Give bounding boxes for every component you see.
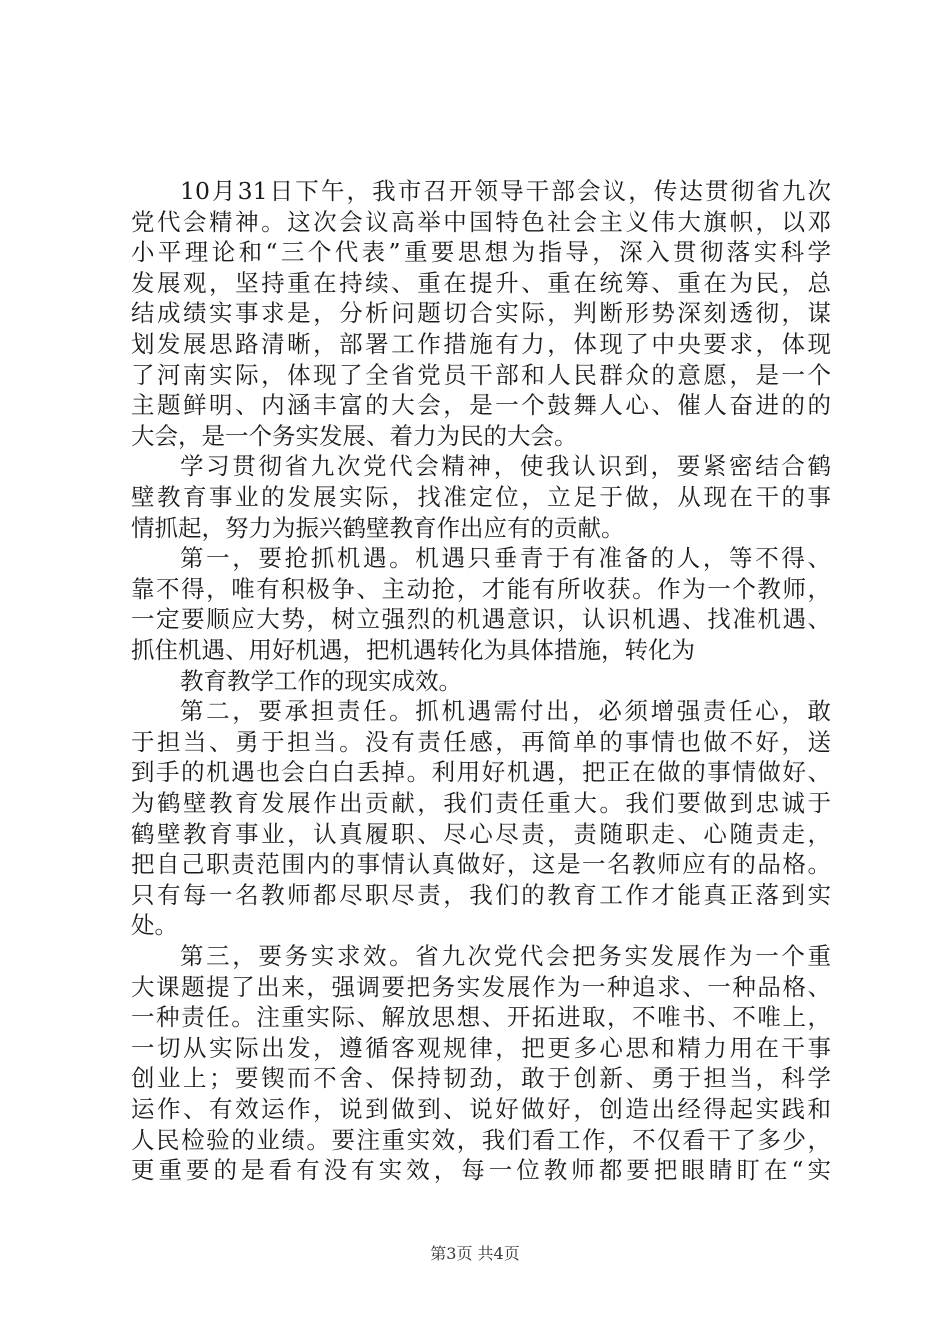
paragraph-line: 第一，要抢抓机遇。机遇只垂青于有准备的人，等不得、 bbox=[180, 544, 831, 573]
paragraph-line: 处。 bbox=[131, 911, 178, 940]
paragraph-line: 为鹤壁教育发展作出贡献，我们责任重大。我们要做到忠诚于 bbox=[131, 789, 831, 817]
paragraph-line: 教育教学工作的现实成效。 bbox=[180, 666, 462, 695]
paragraph-line: 把自己职责范围内的事情认真做好，这是一名教师应有的品格。 bbox=[131, 850, 831, 879]
paragraph-line: 大会，是一个务实发展、着力为民的大会。 bbox=[131, 421, 578, 450]
paragraph-line: 更重要的是看有没有实效，每一位教师都要把眼睛盯在“实 bbox=[131, 1156, 831, 1185]
paragraph-line: 第二，要承担责任。抓机遇需付出，必须增强责任心，敢 bbox=[180, 697, 831, 726]
paragraph-line: 结成绩实事求是，分析问题切合实际，判断形势深刻透彻，谋 bbox=[131, 299, 831, 328]
paragraph-line: 人民检验的业绩。要注重实效，我们看工作，不仅看干了多少， bbox=[131, 1125, 831, 1154]
paragraph-line: 运作、有效运作，说到做到、说好做好，创造出经得起实践和 bbox=[131, 1095, 831, 1123]
paragraph-line: 党代会精神。这次会议高举中国特色社会主义伟大旗帜，以邓 bbox=[131, 207, 831, 236]
paragraph-line: 第三，要务实求效。省九次党代会把务实发展作为一个重 bbox=[180, 942, 831, 970]
paragraph-line: 大课题提了出来，强调要把务实发展作为一种追求、一种品格、 bbox=[131, 972, 831, 1001]
paragraph-line: 划发展思路清晰，部署工作措施有力，体现了中央要求，体现 bbox=[131, 330, 831, 358]
paragraph-line: 情抓起，努力为振兴鹤壁教育作出应有的贡献。 bbox=[131, 513, 625, 542]
paragraph-line: 到手的机遇也会白白丢掉。利用好机遇，把正在做的事情做好、 bbox=[131, 758, 831, 787]
paragraph-line: 10月31日下午，我市召开领导干部会议，传达贯彻省九次 bbox=[180, 177, 831, 205]
paragraph-line: 创业上；要锲而不舍、保持韧劲，敢于创新、勇于担当，科学 bbox=[131, 1064, 831, 1093]
page-footer: 第3页 共4页 bbox=[430, 1244, 520, 1263]
paragraph-line: 一种责任。注重实际、解放思想、开拓进取，不唯书、不唯上， bbox=[131, 1003, 831, 1032]
paragraph-line: 小平理论和“三个代表”重要思想为指导，深入贯彻落实科学 bbox=[131, 238, 831, 267]
paragraph-line: 发展观，坚持重在持续、重在提升、重在统筹、重在为民，总 bbox=[131, 268, 831, 297]
paragraph-line: 靠不得，唯有积极争、主动抢，才能有所收获。作为一个教师， bbox=[131, 574, 831, 603]
paragraph-line: 一定要顺应大势，树立强烈的机遇意识，认识机遇、找准机遇、 bbox=[131, 605, 831, 634]
paragraph-line: 了河南实际，体现了全省党员干部和人民群众的意愿，是一个 bbox=[131, 360, 831, 389]
paragraph-line: 学习贯彻省九次党代会精神，使我认识到，要紧密结合鹤 bbox=[180, 452, 831, 481]
paragraph-line: 鹤壁教育事业，认真履职、尽心尽责，责随职走、心随责走， bbox=[131, 819, 831, 848]
paragraph-line: 壁教育事业的发展实际，找准定位，立足于做，从现在干的事 bbox=[131, 483, 831, 511]
paragraph-line: 只有每一名教师都尽职尽责，我们的教育工作才能真正落到实 bbox=[131, 880, 831, 909]
paragraph-line: 主题鲜明、内涵丰富的大会，是一个鼓舞人心、催人奋进的的 bbox=[131, 391, 831, 420]
paragraph-line: 抓住机遇、用好机遇，把机遇转化为具体措施，转化为 bbox=[131, 636, 695, 664]
paragraph-line: 于担当、勇于担当。没有责任感，再简单的事情也做不好，送 bbox=[131, 727, 831, 756]
paragraph-line: 一切从实际出发，遵循客观规律，把更多心思和精力用在干事 bbox=[131, 1033, 831, 1062]
